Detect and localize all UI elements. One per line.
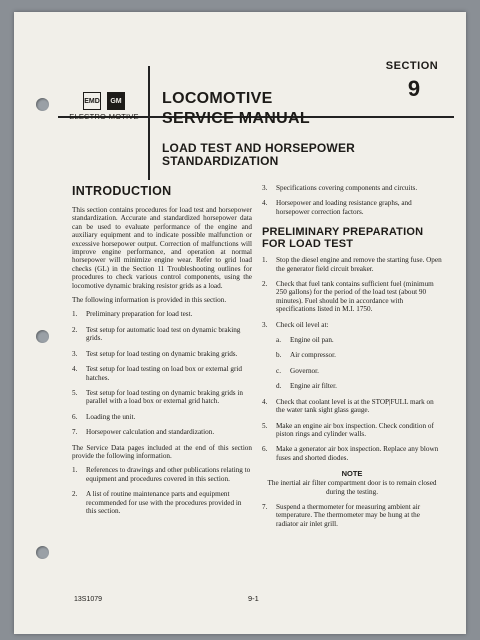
punch-hole xyxy=(36,98,49,111)
step-item: 5. Make an engine air box inspection. Check condition of piston rings and cylinder walls. xyxy=(262,421,434,438)
list-item: 7. Horsepower calculation and standardization. xyxy=(72,428,215,437)
step-item: 1. Stop the diesel engine and remove the starting fuse. Open the generator field circuit breaker. xyxy=(262,256,442,273)
step-item: 4. Check that coolant level is at the STOP|FULL mark on the water tank sight glass gauge. xyxy=(262,397,434,415)
manual-title-line2: SERVICE MANUAL xyxy=(162,110,310,127)
document-number: 13S1079 xyxy=(74,596,103,603)
intro-paragraph: This section contains procedures for load test and horsepower standardization. Accurate and standardized horsepower data can be used to evaluate performance of the engine and auxiliary equipment and to indicate possible malfunction or excessive horsepower output. Correction of malfunctions will improve engine performance, and operation at normal horsepower will minimize engine wear. Refer to grid load checks (GL) in the Section 11 Troubleshooting outlines for procedures to check various control components, using the locomotive dynamic braking resistor grids as a load. xyxy=(72,206,252,290)
sub-step-item: d. Engine air filter. xyxy=(276,382,337,391)
note-text: The inertial air filter compartment door is to remain closed during the testing. xyxy=(267,479,437,496)
list-item: 4. Test setup for load testing on load box or external grid hatches. xyxy=(72,365,242,382)
section-label: SECTION xyxy=(385,60,439,72)
header-rule-vertical xyxy=(148,66,150,180)
step-item: 2. Check that fuel tank contains sufficient fuel (minimum 250 gallons) for the period of the load test (about 90 minutes). Fuel should be in accordance with specifications listed in M.I. 1750. xyxy=(262,280,434,314)
page-number: 9-1 xyxy=(248,594,259,603)
punch-hole xyxy=(36,546,49,559)
list-item: 2. Test setup for automatic load test on dynamic braking grids. xyxy=(72,325,241,343)
sub-step-item: c. Governor. xyxy=(276,366,319,375)
manual-title xyxy=(162,89,310,129)
intro-paragraph: The following information is provided in this section. xyxy=(72,296,227,305)
punch-hole xyxy=(36,330,49,343)
section-number: 9 xyxy=(407,76,421,101)
list-item: 6. Loading the unit. xyxy=(72,412,136,421)
step-item: 6. Make a generator air box inspection. Replace any blown fuses and shorted diodes. xyxy=(262,445,439,462)
note-heading: NOTE xyxy=(341,469,363,479)
introduction-heading: INTRODUCTION xyxy=(72,184,172,198)
sub-step-item: b. Air compressor. xyxy=(276,351,336,360)
electro-motive-logo xyxy=(66,92,142,121)
list-item: 1. References to drawings and other publications relating to equipment and procedures covered in this section. xyxy=(72,466,251,483)
list-item: 2. A list of routine maintenance parts and equipment recommended for use with the procedures provided in this section. xyxy=(72,490,242,515)
list-item: 1. Preliminary preparation for load test. xyxy=(72,310,193,319)
intro-paragraph: The Service Data pages included at the end of this section provide the following information. xyxy=(72,443,252,460)
step-item: 7. Suspend a thermometer for measuring ambient air temperature. The thermometer may be hung at the radiator air inlet grill. xyxy=(262,502,421,528)
document-title-line1: LOAD TEST AND HORSEPOWER xyxy=(162,141,356,155)
list-item: 3. Specifications covering components and circuits. xyxy=(262,184,418,192)
logo-text: ELECTRO-MOTIVE xyxy=(69,112,139,121)
emd-logo-icon: EMD xyxy=(83,92,101,110)
gm-logo-icon: GM xyxy=(107,92,125,110)
document-title-line2: STANDARDIZATION xyxy=(162,154,279,168)
left-column xyxy=(72,184,252,522)
document-title xyxy=(162,142,355,168)
step-item: 3. Check oil level at: xyxy=(262,320,329,329)
list-item: 5. Test setup for load testing on dynamic braking grids in parallel with a load box or external grid hatch. xyxy=(72,388,243,406)
right-column xyxy=(262,184,442,535)
preliminary-preparation-heading: PRELIMINARY PREPARATION FOR LOAD TEST xyxy=(262,226,424,251)
manual-title-line1: LOCOMOTIVE xyxy=(162,90,273,107)
sub-step-item: a. Engine oil pan. xyxy=(276,336,334,345)
list-item: 4. Horsepower and loading resistance graphs, and horsepower correction factors. xyxy=(262,199,412,216)
list-item: 3. Test setup for load testing on dynamic braking grids. xyxy=(72,349,238,358)
